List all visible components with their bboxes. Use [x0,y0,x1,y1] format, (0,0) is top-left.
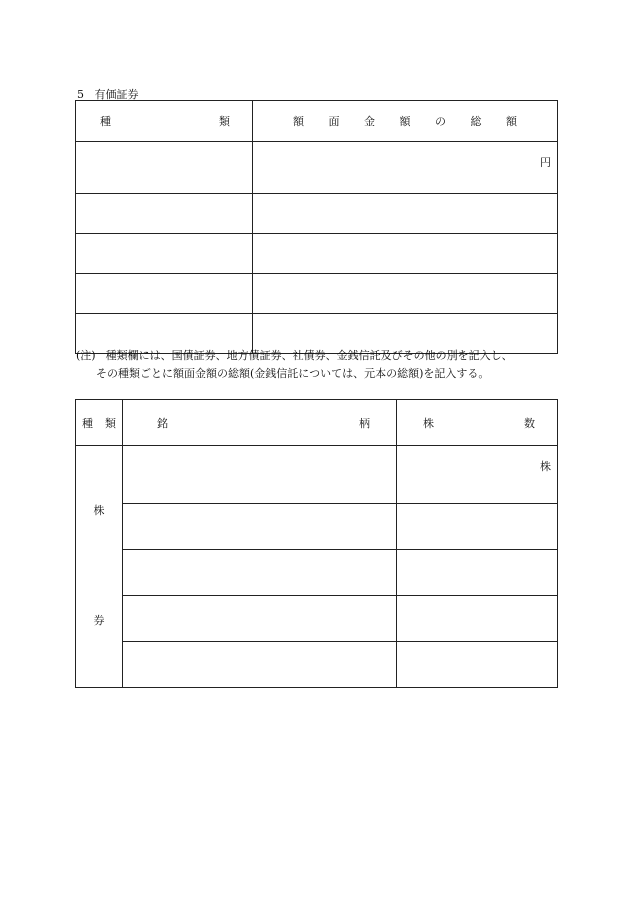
kind-cell[interactable] [76,142,253,194]
amount-cell[interactable] [253,142,558,194]
kind-cell[interactable] [76,274,253,314]
table-row [76,142,558,194]
brand-header [123,400,397,446]
brand-header-char: 銘 [157,416,168,430]
yen-unit: 円 [540,156,551,169]
face-header-char: 総 [470,115,482,128]
table-row [76,194,558,234]
face-header-char: 金 [364,115,375,128]
brand-cell[interactable] [123,504,397,550]
stock-kind-char: 種 [82,416,93,430]
stock-table [75,399,558,688]
note-line-1 [76,347,566,365]
note-text-1: 種類欄には、国債証券、地方債証券、社債券、金銭信託及びその他の別を記入し、 [105,349,513,362]
amount-cell[interactable] [253,194,558,234]
stock-header-row [76,400,558,446]
face-header-char: 額 [399,115,411,128]
stock-kind-header [76,400,123,446]
shares-cell[interactable] [397,596,558,642]
kind-header [76,101,253,142]
table-row [76,446,558,504]
face-header-char: の [435,115,446,128]
note [76,347,566,383]
note-line-2 [76,365,566,383]
amount-cell[interactable] [253,234,558,274]
stock-certificate-label [76,446,123,688]
shares-unit: 株 [540,460,551,473]
section-number: 5 [77,88,84,101]
shares-header [397,400,558,446]
shares-cell[interactable] [397,504,558,550]
stock-kind-char: 類 [105,416,116,430]
kind-cell[interactable] [76,194,253,234]
face-amount-header [253,101,558,142]
kind-header-char: 種 [100,115,111,128]
shares-cell[interactable] [397,446,558,504]
face-header-char: 面 [328,115,340,128]
table-row [76,642,558,688]
brand-cell[interactable] [123,446,397,504]
vertical-label-char: 券 [93,614,105,627]
shares-cell[interactable] [397,550,558,596]
brand-cell[interactable] [123,550,397,596]
brand-header-char: 柄 [359,416,370,430]
securities-table [75,100,558,354]
kind-header-char: 類 [219,115,230,128]
brand-cell[interactable] [123,596,397,642]
note-mark: (注) [76,349,96,362]
table-row [76,274,558,314]
brand-cell[interactable] [123,642,397,688]
shares-cell[interactable] [397,642,558,688]
amount-cell[interactable] [253,274,558,314]
vertical-label-char: 株 [93,504,105,517]
note-text-2: その種類ごとに額面金額の総額(金銭信託については、元本の総額)を記入する。 [96,367,490,380]
table-row [76,550,558,596]
securities-header-row [76,101,558,142]
shares-header-char: 数 [524,416,535,430]
table-row [76,234,558,274]
section-label: 有価証券 [94,88,139,101]
shares-header-char: 株 [423,416,434,430]
face-header-char: 額 [506,115,517,128]
table-row [76,596,558,642]
table-row [76,504,558,550]
face-header-char: 額 [293,115,304,128]
kind-cell[interactable] [76,234,253,274]
